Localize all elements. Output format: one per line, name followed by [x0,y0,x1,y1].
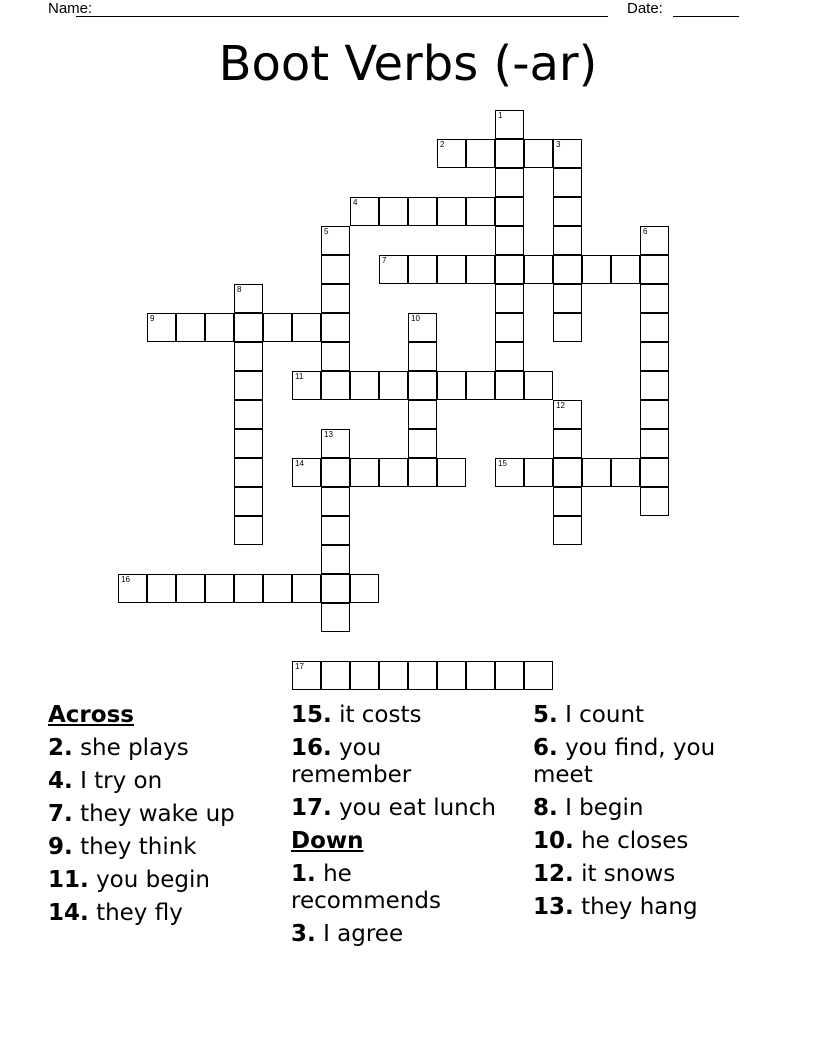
grid-cell[interactable] [234,342,263,371]
grid-cell[interactable] [408,197,437,226]
grid-cell[interactable] [350,458,379,487]
clue-down-13: 13. they hang [533,894,698,920]
grid-cell[interactable] [321,545,350,574]
grid-cell[interactable] [495,284,524,313]
grid-cell[interactable] [466,255,495,284]
down-heading: Down [291,828,364,854]
grid-cell[interactable] [234,371,263,400]
grid-cell[interactable] [437,371,466,400]
grid-cell[interactable] [553,429,582,458]
grid-cell[interactable] [379,458,408,487]
grid-cell[interactable] [263,574,292,603]
grid-cell[interactable] [292,458,321,487]
clue-column-2 [291,702,531,954]
grid-cell[interactable] [553,255,582,284]
grid-cell[interactable] [408,458,437,487]
grid-cell[interactable] [118,574,147,603]
grid-cell[interactable] [495,168,524,197]
grid-cell[interactable] [524,255,553,284]
grid-cell[interactable] [553,400,582,429]
grid-cell[interactable] [321,487,350,516]
grid-cell[interactable] [553,168,582,197]
grid-cell[interactable] [234,400,263,429]
grid-cell[interactable] [524,139,553,168]
grid-cell[interactable] [640,400,669,429]
grid-cell[interactable] [553,458,582,487]
cell-number: 9 [150,314,155,323]
grid-cell[interactable] [582,458,611,487]
clue-column-1 [48,702,288,933]
grid-cell[interactable] [379,371,408,400]
grid-cell[interactable] [495,458,524,487]
clue-across-2: 2. she plays [48,735,189,761]
grid-cell[interactable] [263,313,292,342]
cell-number: 13 [324,430,333,439]
grid-cell[interactable] [495,226,524,255]
grid-cell[interactable] [379,661,408,690]
grid-cell[interactable] [147,574,176,603]
grid-cell[interactable] [321,458,350,487]
clue-down-10: 10. he closes [533,828,689,854]
clue-down-8: 8. I begin [533,795,644,821]
grid-cell[interactable] [495,110,524,139]
clue-across-9: 9. they think [48,834,197,860]
clue-across-7: 7. they wake up [48,801,235,827]
clue-across-15: 15. it costs [291,702,422,728]
grid-cell[interactable] [292,661,321,690]
clue-down-1: 1. he recommends [291,861,441,914]
grid-cell[interactable] [321,516,350,545]
cell-number: 8 [237,285,242,294]
cell-number: 10 [411,314,420,323]
grid-cell[interactable] [582,255,611,284]
grid-cell[interactable] [553,226,582,255]
grid-cell[interactable] [176,313,205,342]
grid-cell[interactable] [321,603,350,632]
grid-cell[interactable] [408,342,437,371]
grid-cell[interactable] [350,197,379,226]
grid-cell[interactable] [495,371,524,400]
grid-cell[interactable] [437,139,466,168]
page-title: Boot Verbs (-ar) [218,36,598,92]
grid-cell[interactable] [321,313,350,342]
grid-cell[interactable] [466,139,495,168]
grid-cell[interactable] [234,458,263,487]
grid-cell[interactable] [379,255,408,284]
grid-cell[interactable] [321,284,350,313]
cell-number: 5 [324,227,329,236]
grid-cell[interactable] [408,371,437,400]
cell-number: 17 [295,662,304,671]
grid-cell[interactable] [234,284,263,313]
grid-cell[interactable] [524,661,553,690]
grid-cell[interactable] [524,458,553,487]
grid-cell[interactable] [553,516,582,545]
cell-number: 3 [556,140,561,149]
grid-cell[interactable] [495,661,524,690]
grid-cell[interactable] [495,313,524,342]
grid-cell[interactable] [553,197,582,226]
grid-cell[interactable] [234,574,263,603]
grid-cell[interactable] [495,139,524,168]
grid-cell[interactable] [321,661,350,690]
grid-cell[interactable] [495,197,524,226]
grid-cell[interactable] [321,255,350,284]
grid-cell[interactable] [640,342,669,371]
grid-cell[interactable] [524,371,553,400]
cell-number: 14 [295,459,304,468]
grid-cell[interactable] [466,371,495,400]
grid-cell[interactable] [379,197,408,226]
grid-cell[interactable] [437,661,466,690]
grid-cell[interactable] [350,574,379,603]
grid-cell[interactable] [611,458,640,487]
clue-down-6: 6. you find, you meet [533,735,716,788]
grid-cell[interactable] [495,342,524,371]
grid-cell[interactable] [553,313,582,342]
grid-cell[interactable] [611,255,640,284]
name-label: Name: [48,0,93,17]
grid-cell[interactable] [553,139,582,168]
cell-number: 1 [498,111,503,120]
cell-number: 7 [382,256,387,265]
cell-number: 4 [353,198,358,207]
grid-cell[interactable] [321,574,350,603]
grid-cell[interactable] [292,574,321,603]
grid-cell[interactable] [408,429,437,458]
grid-cell[interactable] [234,429,263,458]
grid-cell[interactable] [292,371,321,400]
grid-cell[interactable] [350,661,379,690]
grid-cell[interactable] [640,284,669,313]
cell-number: 6 [643,227,648,236]
clue-down-3: 3. I agree [291,921,404,947]
grid-cell[interactable] [234,313,263,342]
clue-across-14: 14. they fly [48,900,183,926]
grid-cell[interactable] [553,284,582,313]
clue-down-5: 5. I count [533,702,645,728]
cell-number: 15 [498,459,507,468]
grid-cell[interactable] [408,661,437,690]
grid-cell[interactable] [495,255,524,284]
cell-number: 16 [121,575,130,584]
date-label: Date: [627,0,663,17]
grid-cell[interactable] [640,255,669,284]
grid-cell[interactable] [234,516,263,545]
clue-across-16: 16. you remember [291,735,412,788]
grid-cell[interactable] [205,574,234,603]
grid-cell[interactable] [408,313,437,342]
across-heading: Across [48,702,134,728]
clue-column-3 [533,702,773,927]
grid-cell[interactable] [408,255,437,284]
grid-cell[interactable] [640,458,669,487]
grid-cell[interactable] [321,371,350,400]
clue-across-11: 11. you begin [48,867,210,893]
grid-cell[interactable] [321,342,350,371]
grid-cell[interactable] [640,313,669,342]
grid-cell[interactable] [466,197,495,226]
grid-cell[interactable] [205,313,234,342]
clue-down-12: 12. it snows [533,861,676,887]
grid-cell[interactable] [437,197,466,226]
grid-cell[interactable] [350,371,379,400]
grid-cell[interactable] [466,661,495,690]
grid-cell[interactable] [321,226,350,255]
grid-cell[interactable] [553,487,582,516]
grid-cell[interactable] [640,226,669,255]
cell-number: 2 [440,140,445,149]
grid-cell[interactable] [640,487,669,516]
cell-number: 11 [295,372,304,381]
grid-cell[interactable] [321,429,350,458]
grid-cell[interactable] [640,429,669,458]
clue-across-17: 17. you eat lunch [291,795,496,821]
grid-cell[interactable] [437,255,466,284]
grid-cell[interactable] [147,313,176,342]
clue-across-4: 4. I try on [48,768,163,794]
grid-cell[interactable] [234,487,263,516]
grid-cell[interactable] [176,574,205,603]
grid-cell[interactable] [437,458,466,487]
grid-cell[interactable] [408,400,437,429]
grid-cell[interactable] [292,313,321,342]
grid-cell[interactable] [640,371,669,400]
cell-number: 12 [556,401,565,410]
